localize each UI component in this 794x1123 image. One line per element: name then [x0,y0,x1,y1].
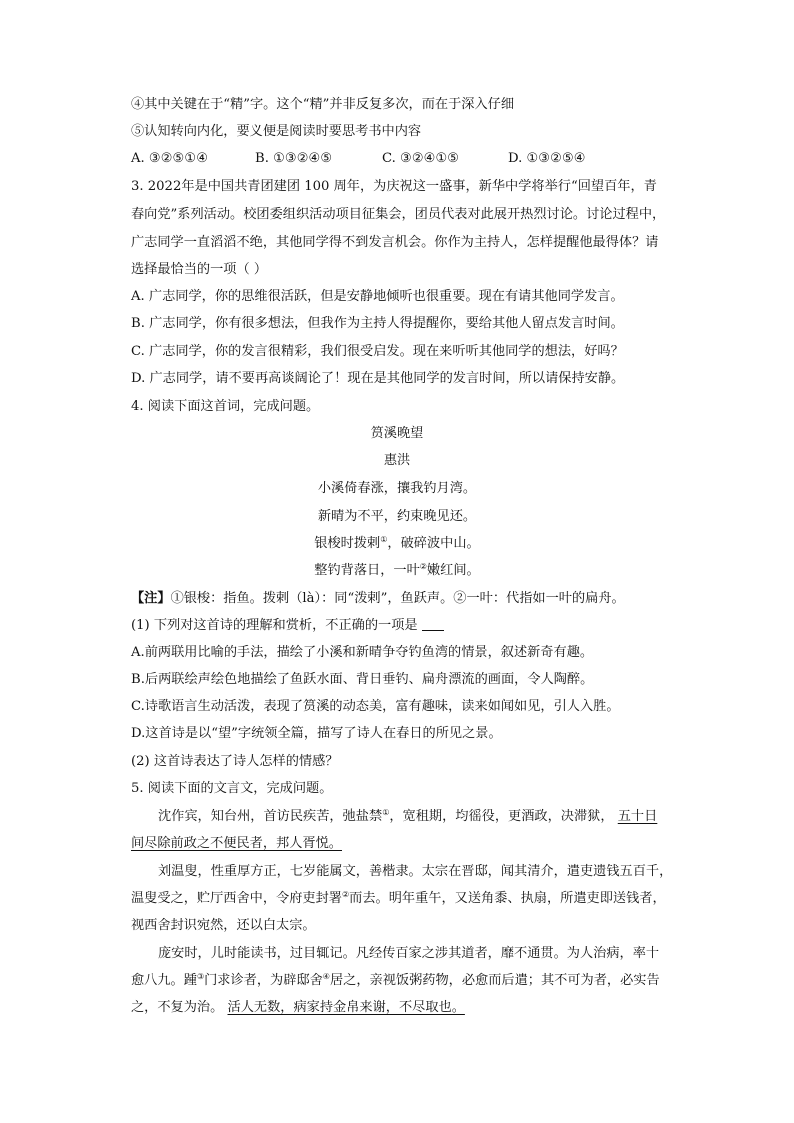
passage-3-line-3 [131,998,465,1018]
footnote-mark-4: ④ [322,972,330,981]
q3-option-b: B. 广志同学，你有很多想法，但我作为主持人得提醒你，要给其他人留点发言时间。 [131,316,624,331]
q3-option-d: D. 广志同学，请不要再高谈阔论了！现在是其他同学的发言时间，所以请保持安静。 [131,371,625,386]
passage-3-text-d: 之，不复为治。 [131,1000,224,1015]
passage-2-line-3: 视西舍封识宛然，还以白太宗。 [131,918,316,933]
poem-verse-4-part-b: 嫩红间。 [426,563,480,578]
q2-item-5: ⑤认知转向内化，要义便是阅读时要思考书中内容 [131,124,422,139]
passage-3-line-1: 庞安时，儿时能读书，过目辄记。凡经传百家之涉其道者，靡不通贯。为人治病，率十 [158,946,660,961]
q5-intro: 5. 阅读下面的文言文，完成问题。 [131,781,333,796]
q2-item-4: ④其中关键在于“精”字。这个“精”并非反复多次，而在于深入仔细 [131,97,515,112]
footnote-mark-3: ③ [196,972,205,981]
passage-3-underlined: 活人无数，病家持金帛来谢，不尽取也。 [227,1000,465,1015]
q4-option-c: C.诗歌语言生动活泼，表现了筼溪的动态美，富有趣味，读来如闻如见，引人入胜。 [131,699,620,714]
footnote-mark-1: ① [382,808,390,817]
note-label: 【注】 [131,591,171,606]
q2-options [131,149,586,169]
poem-note [131,589,625,609]
passage-3-text-c: 居之，亲视饭粥药物，必愈而后遣；其不可为者，必实告 [329,973,660,988]
q4-option-a: A.前两联用比喻的手法，描绘了小溪和新晴争夺钓鱼湾的情景，叙述新奇有趣。 [131,645,594,660]
passage-2-text-a: 温叟受之，贮厅西舍中，令府吏封署 [131,891,342,906]
q4-sub-question-1 [131,616,444,636]
q3-stem-line-2: 春向党”系列活动。校团委组织活动项目征集会，团员代表对此展开热烈讨论。讨论过程中， [131,207,666,222]
passage-3-text-a: 愈八九。踵 [131,973,197,988]
q4-option-d: D.这首诗是以“望”字统领全篇，描写了诗人在春日的所见之景。 [131,726,502,741]
footnote-mark-1: ① [380,535,388,544]
passage-1-underlined-b: 间尽除前政之不便民者，邦人胥悦。 [131,836,342,851]
q3-option-c: C. 广志同学，你的发言很精彩，我们很受启发。现在来听听其他同学的想法，好吗？ [131,344,624,359]
q4-intro: 4. 阅读下面这首词，完成问题。 [131,399,320,414]
note-text: ①银梭：指鱼。拨剌（là）：同“泼剌”，鱼跃声。②一叶：代指如一叶的扁舟。 [170,591,625,606]
footnote-mark-2: ② [419,562,427,571]
q2-option-a: A. ③②⑤①④ [131,151,209,166]
passage-2-text-b: 而去。明年重午，又送角黍、执扇，所遣吏即送钱者， [349,891,666,906]
q2-option-c: C. ③②④①⑤ [382,151,460,166]
passage-2-line-2 [131,889,666,909]
footnote-mark-2: ② [342,890,350,899]
poem-title: 筼溪晚望 [370,426,424,441]
poem-verse-3-part-a: 银梭时拨剌 [314,536,381,551]
poem-verse-2: 新晴为不平，约束晚见还。 [317,509,477,524]
passage-1-line-1 [158,807,657,827]
poem-verse-3 [0,534,794,554]
q4-sub-question-2: (2) 这首诗表达了诗人怎样的情感？ [131,754,339,769]
poem-verse-1: 小溪倚春涨，攘我钓月湾。 [317,481,477,496]
passage-2-line-1: 刘温叟，性重厚方正，七岁能属文，善楷隶。太宗在晋邸，闻其清介，遣吏遗钱五百千， [158,864,673,879]
poem-verse-3-part-b: ，破碎波中山。 [387,536,480,551]
passage-1-text-b: ，宽租期，均徭役，更酒政，决滞狱， [389,809,614,824]
answer-blank [422,616,444,631]
q2-option-b: B. ①③②④⑤ [255,151,333,166]
q3-stem-line-3: 广志同学一直滔滔不绝，其他同学得不到发言机会。你作为主持人，怎样提醒他最得体？请 [131,235,659,250]
passage-1-text-a: 沈作宾，知台州，首访民疾苦，弛盐禁 [158,809,383,824]
q4-option-b: B.后两联绘声绘色地描绘了鱼跃水面、背日垂钓、扁舟漂流的画面，令人陶醉。 [131,672,594,687]
q2-option-d: D. ①③②⑤④ [508,151,586,166]
poem-author: 惠洪 [383,453,411,468]
q3-stem-line-1: 3. 2022年是中国共青团建团 100 周年，为庆祝这一盛事，新华中学将举行“回望百年，青 [131,179,657,194]
passage-3-text-b: 门求诊者，为辟邸舍 [204,973,323,988]
passage-1-line-2 [131,834,342,854]
poem-verse-4-part-a: 整钓背落日，一叶 [314,563,420,578]
passage-3-line-2 [131,971,660,991]
poem-verse-4 [0,561,794,581]
q4-sub-question-1-text: (1) 下列对这首诗的理解和赏析，不正确的一项是 [131,618,418,633]
passage-1-underlined-a: 五十日 [617,809,658,824]
q3-stem-line-4: 选择最恰当的一项（ ） [131,262,268,277]
q3-option-a: A. 广志同学，你的思维很活跃，但是安静地倾听也很重要。现在有请其他同学发言。 [131,289,624,304]
